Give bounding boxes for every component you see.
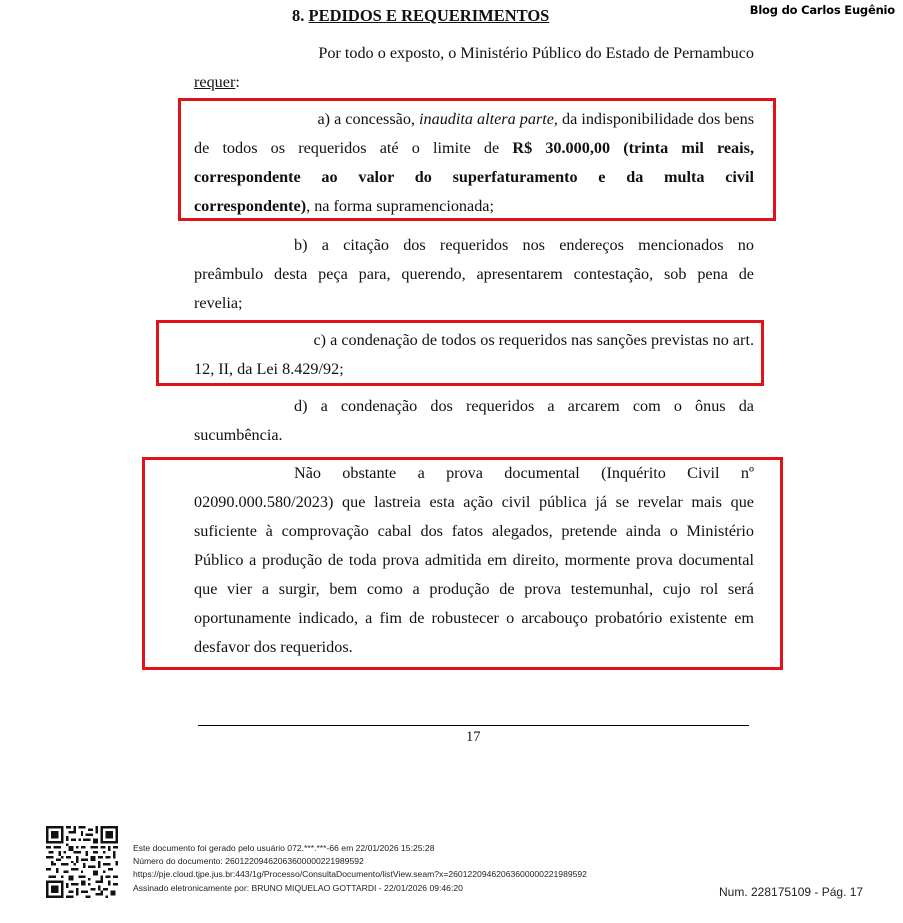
intro-line-1: Por todo o exposto, o Ministério Público do Estado de Pernambuco: [318, 44, 754, 62]
evidence-line: Não obstante a prova documental (Inquérito Civil nº: [294, 464, 754, 482]
evidence-line: suficiente à comprovação cabal dos fatos alegados, pretende ainda o Ministério: [194, 522, 754, 540]
item-d-line-2: sucumbência.: [194, 426, 283, 444]
item-d-paragraph: [194, 392, 754, 450]
item-a-line-2: de todos os requeridos até o limite de R$ 30.000,00 (trinta mil reais,: [194, 139, 754, 157]
evidence-line: que vier a surgir, bem como a produção de prova testemunhal, cujo rol será: [194, 580, 754, 598]
footer-generated: Este documento foi gerado pelo usuário 072.***.***-66 em 22/01/2026 15:25:28: [133, 843, 435, 853]
inaudita-altera-parte: inaudita altera parte: [419, 110, 554, 128]
qr-code-icon: [46, 826, 118, 898]
item-a-line-4: correspondente), na forma supramencionada;: [194, 197, 494, 215]
item-b-line-1: b) a citação dos requeridos nos endereços mencionados no: [294, 236, 754, 254]
item-c-line-1: c) a condenação de todos os requeridos nas sanções previstas no art.: [313, 331, 754, 349]
footer-url[interactable]: https://pje.cloud.tjpe.jus.br:443/1g/Processo/ConsultaDocumento/listView.seam?x=26012209462063600000221989592: [133, 869, 587, 880]
section-heading: [292, 6, 549, 26]
footer-doc-number: Número do documento: 26012209462063600000221989592: [133, 856, 364, 867]
document-num-page: Num. 228175109 - Pág. 17: [719, 885, 864, 899]
intro-line-2: [194, 68, 754, 97]
section-title: PEDIDOS E REQUERIMENTOS: [308, 6, 550, 25]
item-a-paragraph: [194, 105, 754, 221]
item-b-line-2: preâmbulo desta peça para, querendo, apresentarem contestação, sob pena de: [194, 265, 754, 283]
evidence-paragraph: [194, 459, 754, 662]
item-a-line-1: a) a concessão, inaudita altera parte, da indisponibilidade dos bens: [317, 110, 754, 128]
item-b-line-3: revelia;: [194, 294, 243, 312]
item-d-line-1: d) a condenação dos requeridos a arcarem com o ônus da: [294, 397, 754, 415]
footer-signed-by: Assinado eletronicamente por: BRUNO MIQUELAO GOTTARDI - 22/01/2026 09:46:20: [133, 882, 463, 893]
item-c-line-2: 12, II, da Lei 8.429/92;: [194, 360, 344, 378]
item-c-paragraph: [194, 326, 754, 384]
blog-watermark: Blog do Carlos Eugênio: [749, 3, 895, 17]
item-b-paragraph: [194, 231, 754, 318]
section-number: 8.: [292, 6, 305, 25]
item-a-line-3: correspondente ao valor do superfaturamento e da multa civil: [194, 168, 754, 186]
evidence-line: 02090.000.580/2023) que lastreia esta ação civil pública já se revelar mais que: [194, 493, 754, 511]
requer-word: requer: [194, 73, 236, 91]
signature-footer: [133, 842, 587, 895]
item-a-amount: R$ 30.000,00 (trinta mil reais,: [512, 139, 754, 157]
evidence-line: oportunamente indicado, a fim de robustecer o arcabouço probatório existente em: [194, 609, 754, 627]
page-number: 17: [466, 729, 481, 745]
evidence-line: desfavor dos requeridos.: [194, 638, 353, 656]
evidence-line: Público a produção de toda prova admitida em direito, mormente prova documental: [194, 551, 754, 569]
intro-paragraph: [194, 39, 754, 97]
requer-colon: :: [235, 73, 240, 91]
footer-rule: [198, 725, 749, 726]
